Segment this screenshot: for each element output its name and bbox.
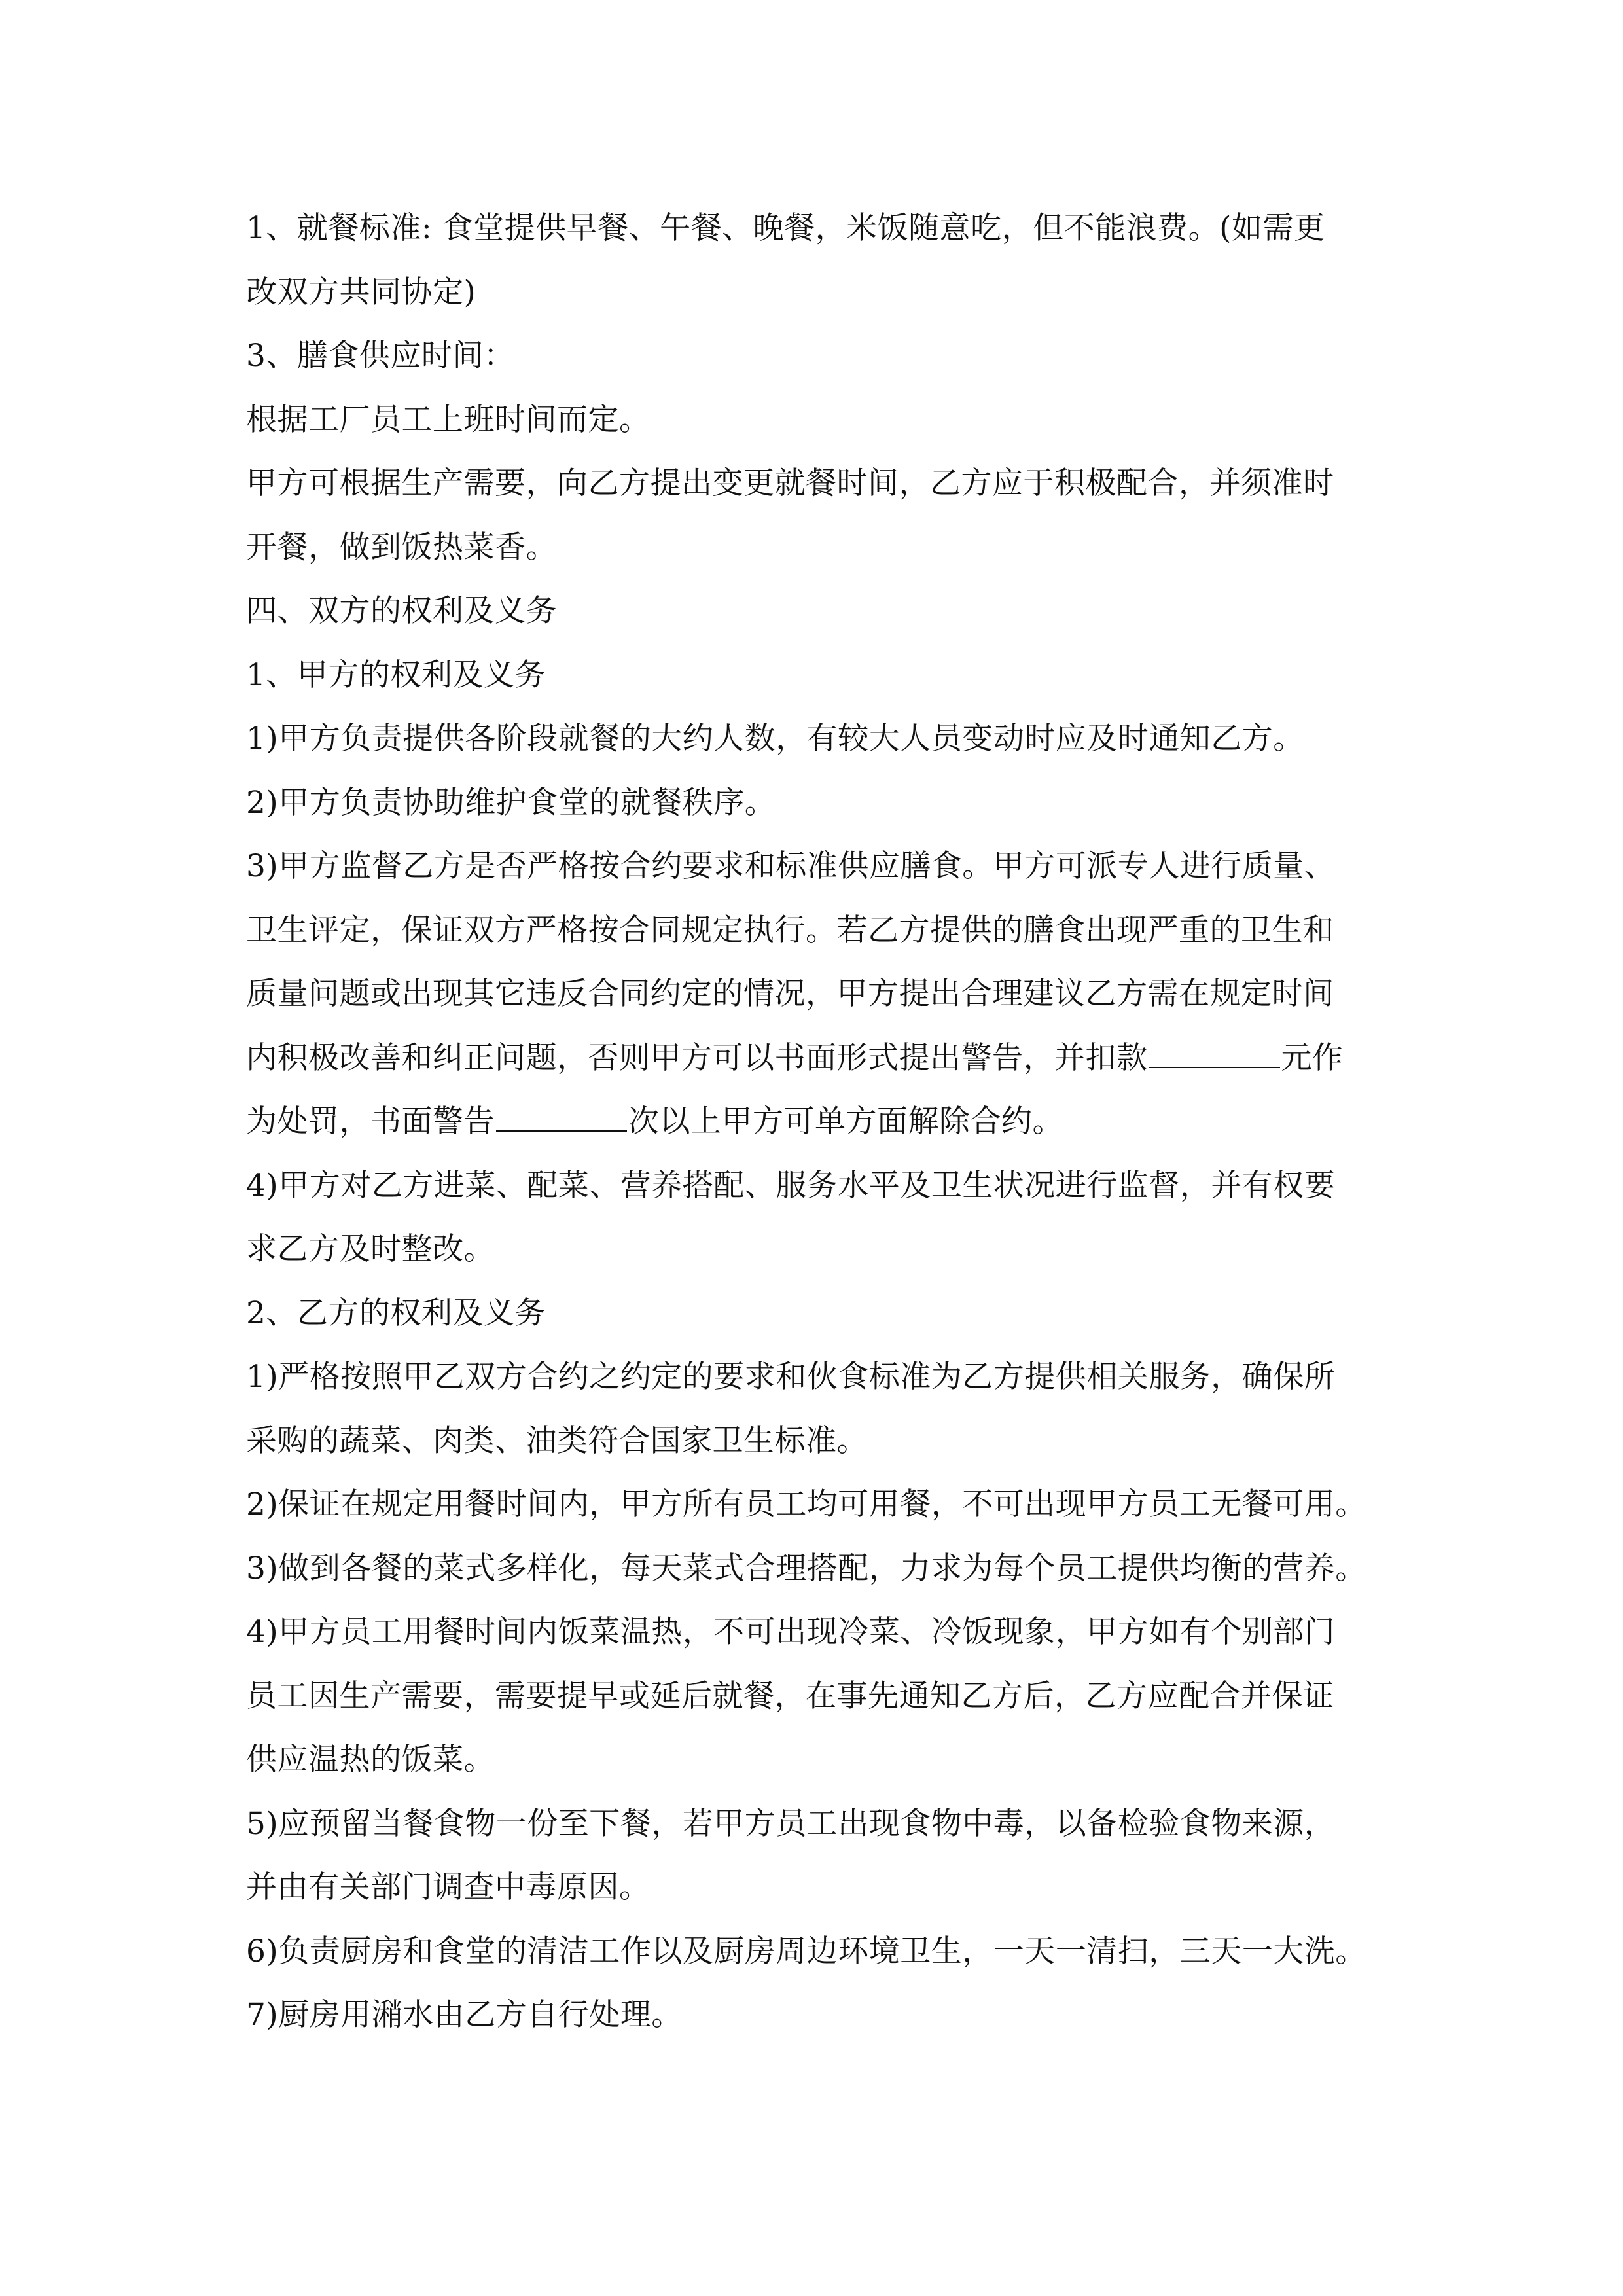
section-heading: 四、双方的权利及义务	[246, 593, 557, 629]
paragraph-line: 3)做到各餐的菜式多样化，每天菜式合理搭配，力求为每个员工提供均衡的营养。	[246, 1550, 1366, 1587]
paragraph-line: 5)应预留当餐食物一份至下餐，若甲方员工出现食物中毒，以备检验食物来源，	[246, 1805, 1336, 1842]
subsection-heading: 2、乙方的权利及义务	[246, 1295, 546, 1331]
paragraph-line: 卫生评定，保证双方严格按合同规定执行。若乙方提供的膳食出现严重的卫生和	[246, 912, 1334, 948]
warning-clause-line	[246, 1090, 1385, 1154]
paragraph-line: 4)甲方员工用餐时间内饭菜温热，不可出现冷菜、冷饭现象，甲方如有个别部门	[246, 1614, 1336, 1650]
paragraph-line: 求乙方及时整改。	[246, 1231, 495, 1267]
paragraph-line: 6)负责厨房和食堂的清洁工作以及厨房周边环境卫生，一天一清扫，三天一大洗。	[246, 1933, 1366, 1969]
paragraph-line: 员工因生产需要，需要提早或延后就餐，在事先通知乙方后，乙方应配合并保证	[246, 1677, 1334, 1714]
fine-amount-blank	[1149, 1041, 1280, 1068]
fine-clause-text: 内积极改善和纠正问题，否则甲方可以书面形式提出警告，并扣款	[246, 1039, 1148, 1076]
paragraph-line: 1、就餐标准: 食堂提供早餐、午餐、晚餐，米饭随意吃，但不能浪费。(如需更	[246, 210, 1325, 246]
subsection-heading: 1、甲方的权利及义务	[246, 656, 546, 693]
paragraph-line: 4)甲方对乙方进菜、配菜、营养搭配、服务水平及卫生状况进行监督，并有权要	[246, 1167, 1336, 1204]
paragraph-line: 开餐，做到饭热菜香。	[246, 529, 557, 565]
warning-count-blank	[496, 1104, 627, 1132]
paragraph-line: 3)甲方监督乙方是否严格按合约要求和标准供应膳食。甲方可派专人进行质量、	[246, 848, 1336, 884]
paragraph-line: 2)甲方负责协助维护食堂的就餐秩序。	[246, 784, 776, 821]
paragraph-line: 改双方共同协定)	[246, 274, 476, 310]
fine-clause-line	[246, 1026, 1385, 1090]
paragraph-line: 1)严格按照甲乙双方合约之约定的要求和伙食标准为乙方提供相关服务，确保所	[246, 1359, 1336, 1395]
document-body	[246, 196, 1385, 2047]
paragraph-line: 供应温热的饭菜。	[246, 1742, 495, 1778]
paragraph-line: 甲方可根据生产需要，向乙方提出变更就餐时间，乙方应于积极配合，并须准时	[246, 465, 1334, 501]
paragraph-line: 根据工厂员工上班时间而定。	[246, 401, 651, 438]
warning-clause-suffix: 次以上甲方可单方面解除合约。	[628, 1103, 1063, 1139]
paragraph-line: 采购的蔬菜、肉类、油类符合国家卫生标准。	[246, 1422, 868, 1459]
paragraph-line: 1)甲方负责提供各阶段就餐的大约人数，有较大人员变动时应及时通知乙方。	[246, 721, 1304, 757]
paragraph-line: 并由有关部门调查中毒原因。	[246, 1869, 651, 1905]
paragraph-line: 2)保证在规定用餐时间内，甲方所有员工均可用餐，不可出现甲方员工无餐可用。	[246, 1486, 1366, 1522]
warning-clause-text: 为处罚，书面警告	[246, 1103, 495, 1139]
paragraph-line: 7)厨房用潲水由乙方自行处理。	[246, 1997, 683, 2033]
fine-clause-suffix: 元作	[1281, 1039, 1344, 1076]
paragraph-line: 质量问题或出现其它违反合同约定的情况，甲方提出合理建议乙方需在规定时间	[246, 976, 1334, 1012]
paragraph-line: 3、膳食供应时间：	[246, 338, 515, 374]
